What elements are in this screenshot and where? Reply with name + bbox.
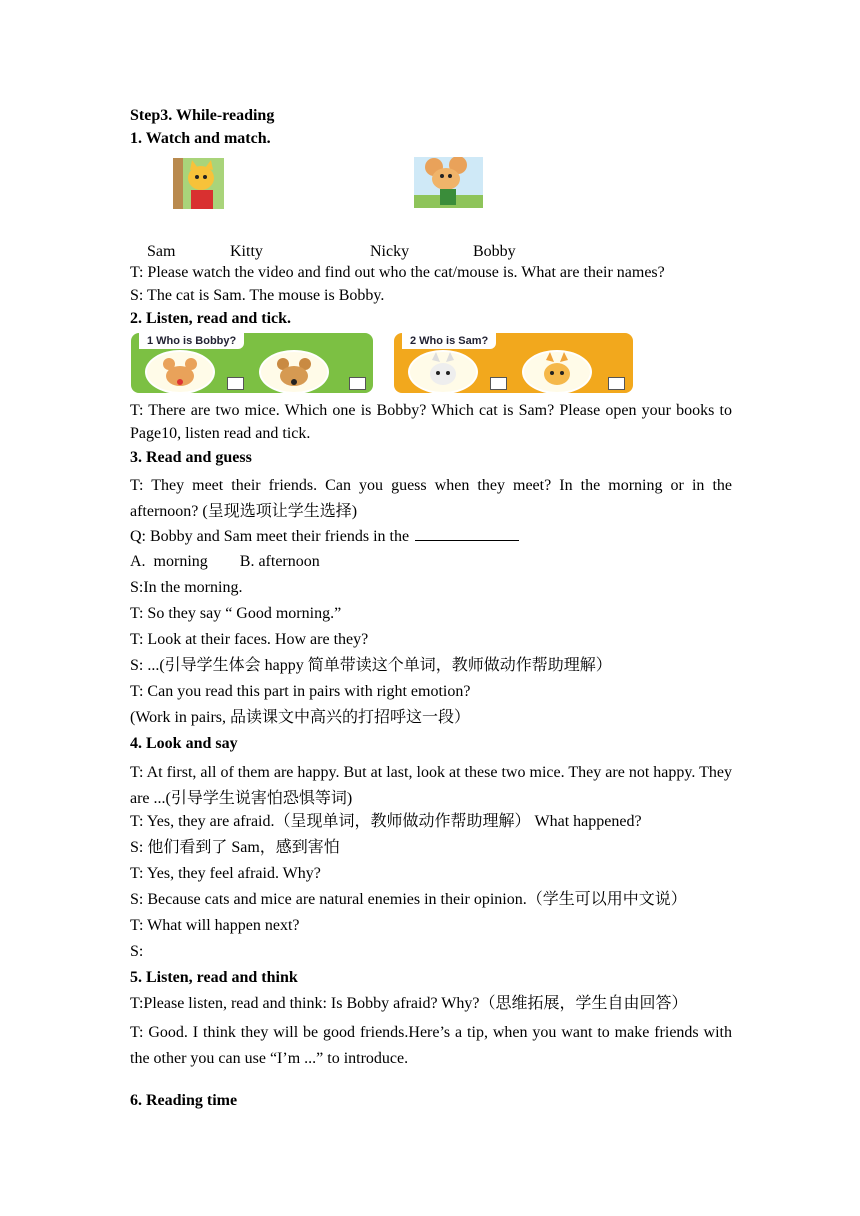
tick-box-3[interactable] bbox=[490, 377, 507, 390]
s5-paragraph: T: Good. I think they will be good friends.Here’s a tip, when you want to make friends with the other you can use “I’m ...” to introduce. bbox=[130, 1024, 732, 1067]
s4-line-5: T: What will happen next? bbox=[130, 917, 300, 934]
s3-after-5: T: Can you read this part in pairs with right emotion? bbox=[130, 683, 471, 700]
tick-box-4[interactable] bbox=[608, 377, 625, 390]
cat-option-1 bbox=[408, 350, 478, 393]
s3-after-2: T: So they say “ Good morning.” bbox=[130, 605, 342, 622]
s3-after-3: T: Look at their faces. How are they? bbox=[130, 631, 369, 648]
s3-after-4: S: ...(引导学生体会 happy 简单带读这个单词，教师做动作帮助理解） bbox=[130, 657, 612, 674]
s5-line-1: T:Please listen, read and think: Is Bobby afraid? Why?（思维拓展，学生自由回答） bbox=[130, 995, 688, 1012]
s4-line-4: S: Because cats and mice are natural enemies in their opinion.（学生可以用中文说） bbox=[130, 891, 687, 908]
answer-blank[interactable] bbox=[415, 526, 519, 541]
s4-line-1: T: Yes, they are afraid.（呈现单词，教师做动作帮助理解） What happened? bbox=[130, 813, 642, 830]
section5-heading: 5. Listen, read and think bbox=[130, 969, 298, 986]
name-bobby: Bobby bbox=[473, 243, 516, 260]
mouse-option-2 bbox=[259, 350, 329, 393]
s4-paragraph: T: At first, all of them are happy. But at last, look at these two mice. They are not happy. They are ...(引导学生说害怕恐惧等词) bbox=[130, 764, 732, 807]
s4-line-2: S: 他们看到了 Sam，感到害怕 bbox=[130, 839, 340, 856]
s4-line-6: S: bbox=[130, 943, 144, 960]
section3-heading: 3. Read and guess bbox=[130, 449, 252, 466]
s1-line-2: S: The cat is Sam. The mouse is Bobby. bbox=[130, 287, 385, 304]
tick-box-2[interactable] bbox=[349, 377, 366, 390]
s2-paragraph: T: There are two mice. Which one is Bobby? Which cat is Sam? Please open your books to Page10, listen read and tick. bbox=[130, 402, 732, 442]
step-title: Step3. While-reading bbox=[130, 107, 275, 124]
who-is-bobby-panel bbox=[131, 333, 373, 393]
s3-after-1: S:In the morning. bbox=[130, 579, 243, 596]
section2-heading: 2. Listen, read and tick. bbox=[130, 310, 292, 327]
section1-heading: 1. Watch and match. bbox=[130, 130, 271, 147]
panel2-title: 2 Who is Sam? bbox=[402, 333, 496, 349]
mouse-picture bbox=[414, 157, 483, 208]
section4-heading: 4. Look and say bbox=[130, 735, 238, 752]
cat-picture bbox=[173, 158, 224, 209]
s3-after-6: (Work in pairs, 品读课文中高兴的打招呼这一段） bbox=[130, 709, 471, 726]
who-is-sam-panel bbox=[394, 333, 633, 393]
section6-heading: 6. Reading time bbox=[130, 1092, 238, 1109]
s3-question-line bbox=[130, 526, 519, 547]
s3-question: Q: Bobby and Sam meet their friends in the bbox=[130, 528, 410, 545]
panel1-title: 1 Who is Bobby? bbox=[139, 333, 244, 349]
s4-line-3: T: Yes, they feel afraid. Why? bbox=[130, 865, 321, 882]
cat-option-2 bbox=[522, 350, 592, 393]
mouse-option-1 bbox=[145, 350, 215, 393]
s3-options: A. morning B. afternoon bbox=[130, 553, 320, 570]
tick-box-1[interactable] bbox=[227, 377, 244, 390]
s1-line-1: T: Please watch the video and find out who the cat/mouse is. What are their names? bbox=[130, 264, 665, 281]
s3-paragraph: T: They meet their friends. Can you guess when they meet? In the morning or in the afternoon? (呈现选项让学生选择) bbox=[130, 477, 732, 520]
name-sam: Sam bbox=[147, 243, 176, 260]
name-kitty: Kitty bbox=[230, 243, 263, 260]
name-nicky: Nicky bbox=[370, 243, 410, 260]
